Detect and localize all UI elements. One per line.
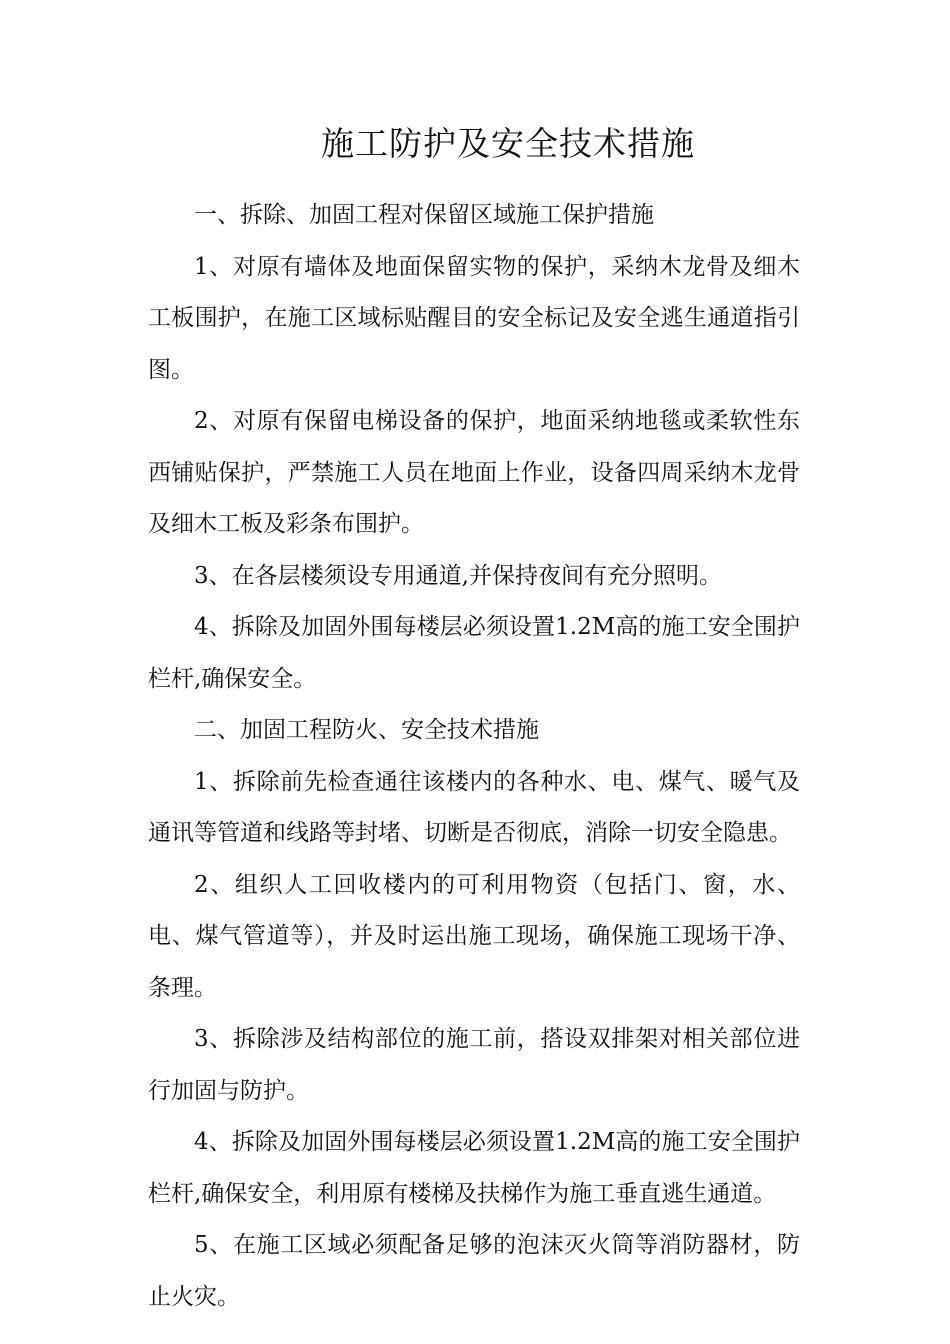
paragraph-2-4: 4、拆除及加固外围每楼层必须设置1.2M高的施工安全围护栏杆,确保安全，利用原有楼梯及扶梯作为施工垂直逃生通道。 [148,1129,800,1207]
paragraph-2-2: 2、组织人工回收楼内的可利用物资（包括门、窗，水、电、煤气管道等），并及时运出施工现场，确保施工现场干净、条理。 [148,871,800,1001]
section-heading-1: 一、拆除、加固工程对保留区域施工保护措施 [194,202,654,228]
paragraph-1-4: 4、拆除及加固外围每楼层必须设置1.2M高的施工安全围护栏杆,确保安全。 [148,614,800,692]
paragraph-1-2: 2、对原有保留电梯设备的保护，地面采纳地毯或柔软性东西铺贴保护，严禁施工人员在地面上作业，设备四周采纳木龙骨及细木工板及彩条布围护。 [148,408,800,537]
paragraph-2-5: 5、在施工区域必须配备足够的泡沫灭火筒等消防器材，防止火灾。 [148,1232,800,1310]
document-title: 施工防护及安全技术措施 [321,124,695,163]
paragraph-2-1: 1、拆除前先检查通往该楼内的各种水、电、煤气、暖气及通讯等管道和线路等封堵、切断是否彻底，消除一切安全隐患。 [148,768,800,846]
paragraph-1-1: 1、对原有墙体及地面保留实物的保护，采纳木龙骨及细木工板围护，在施工区域标贴醒目的安全标记及安全逃生通道指引图。 [148,253,800,383]
paragraph-2-3: 3、拆除涉及结构部位的施工前，搭设双排架对相关部位进行加固与防护。 [148,1026,800,1104]
document-body [148,190,800,1323]
paragraph-1-3: 3、在各层楼须设专用通道,并保持夜间有充分照明。 [194,562,722,589]
section-heading-2: 二、加固工程防火、安全技术措施 [194,717,539,743]
